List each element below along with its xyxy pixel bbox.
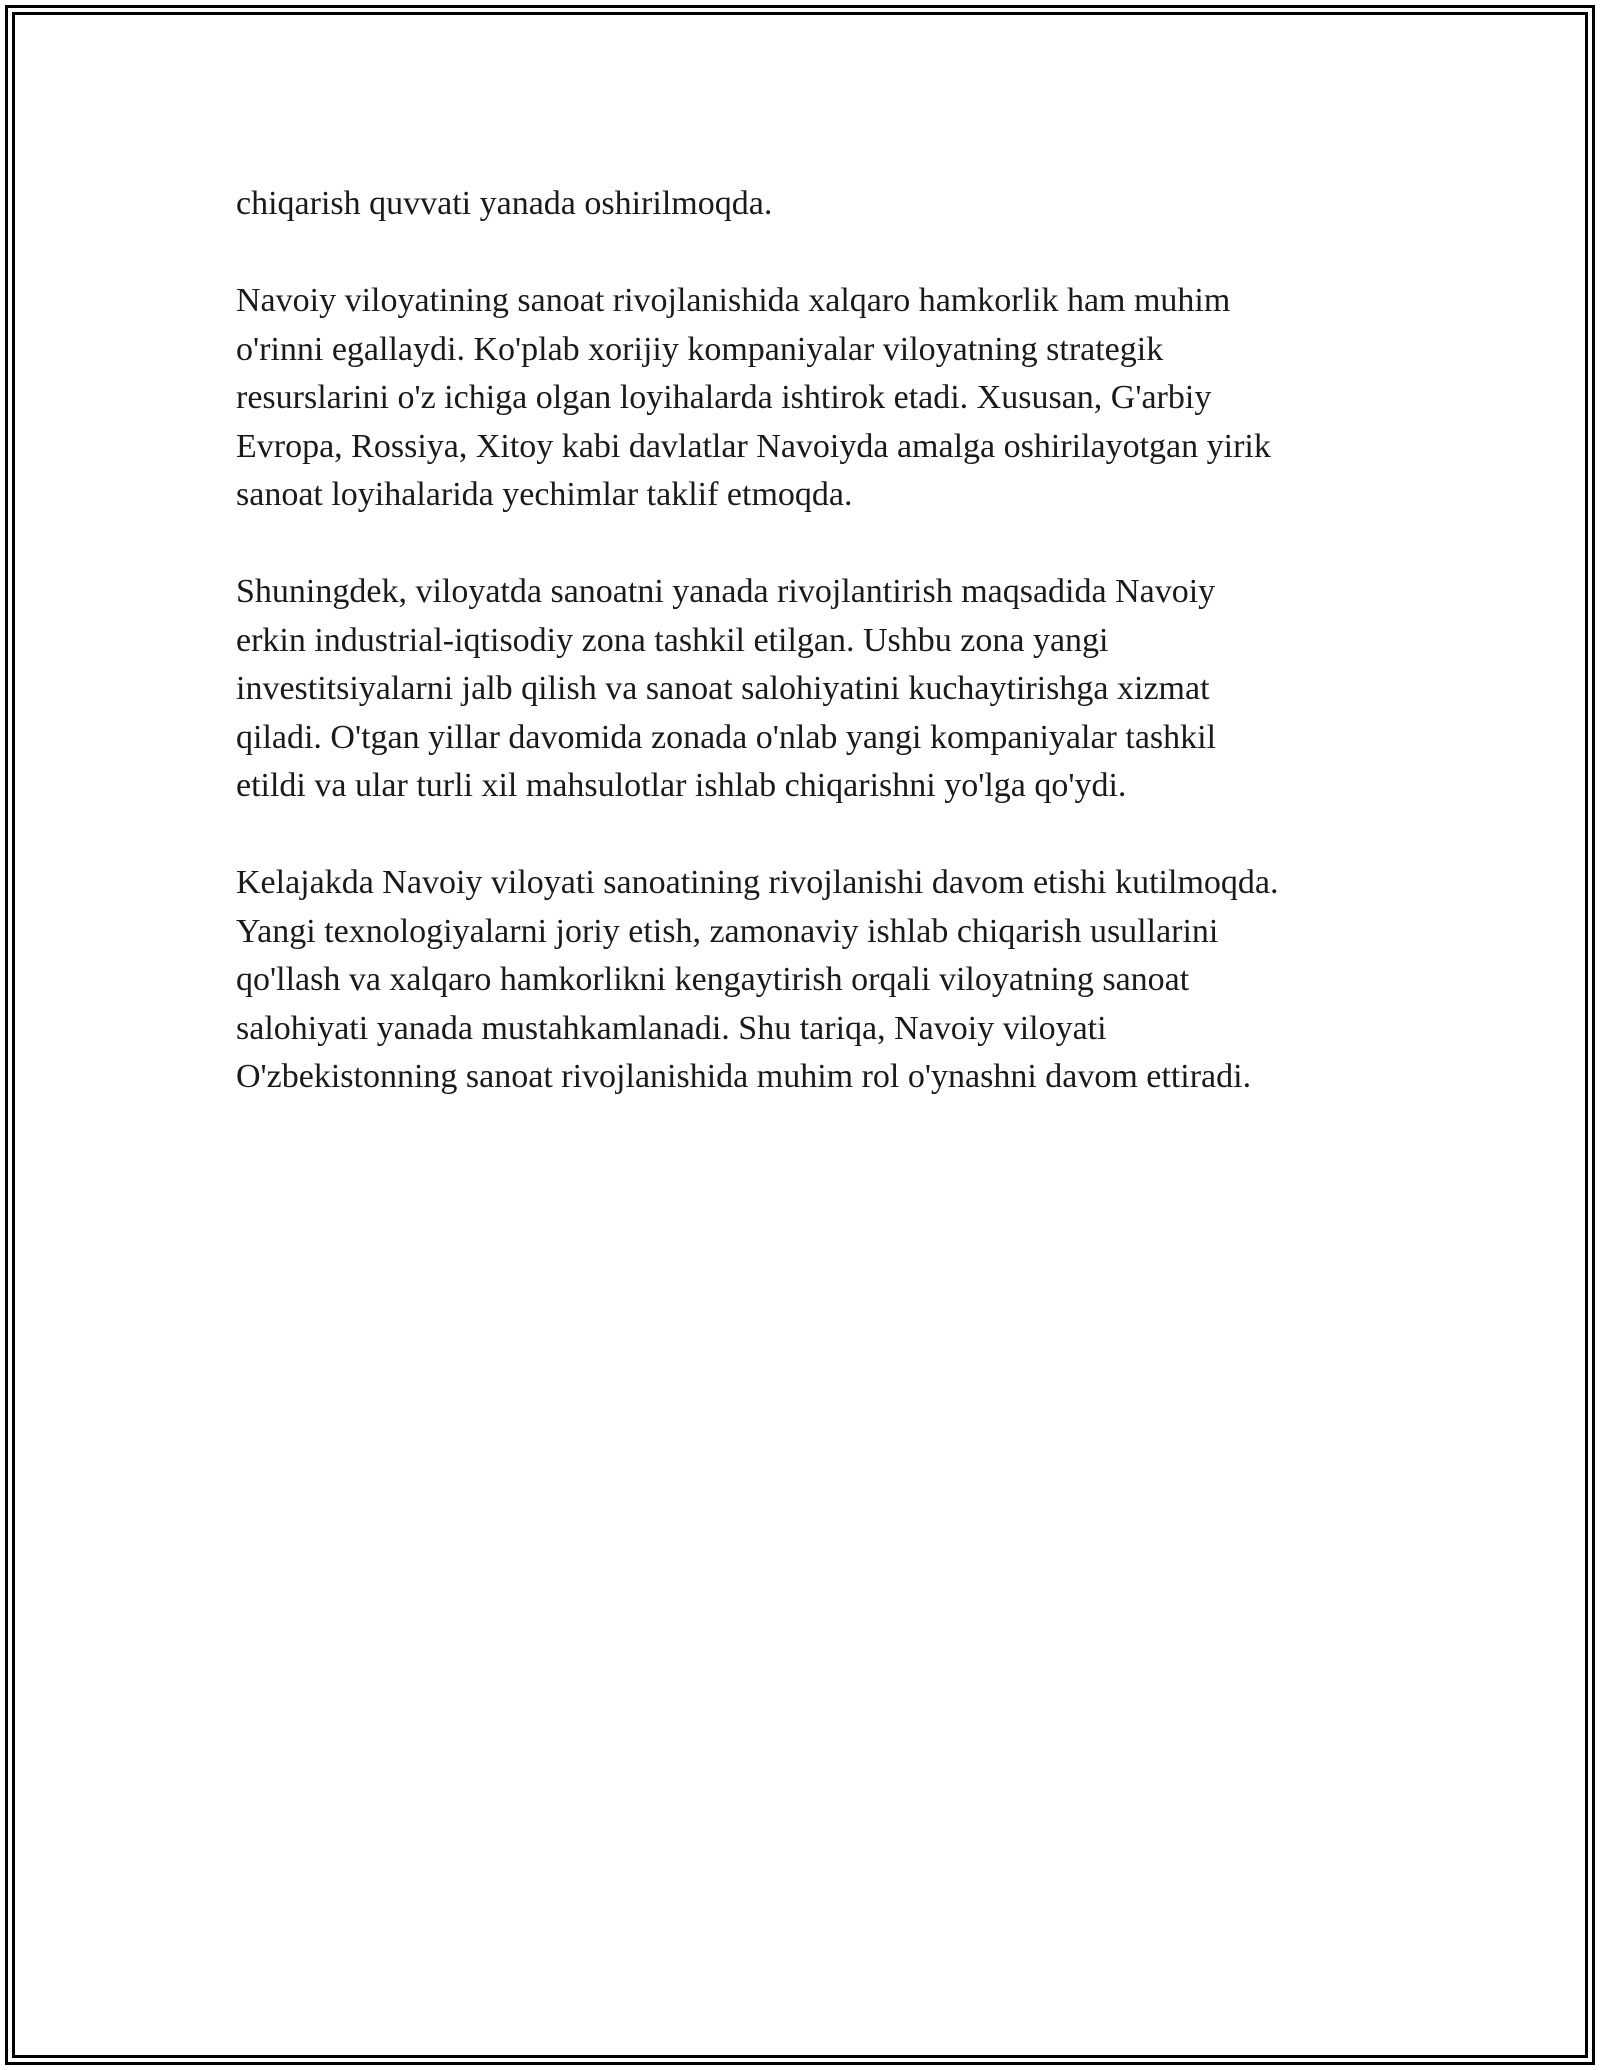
text-line: Evropa, Rossiya, Xitoy kabi davlatlar Navoiyda amalga oshirilayotgan yirik: [236, 427, 1271, 465]
text-line: O'zbekistonning sanoat rivojlanishida muhim rol o'ynashni davom ettiradi.: [236, 1058, 1252, 1095]
text-line: Kelajakda Navoiy viloyati sanoatining rivojlanishi davom etishi kutilmoqda.: [236, 864, 1279, 901]
text-line: qo'llash va xalqaro hamkorlikni kengaytirish orqali viloyatning sanoat: [236, 961, 1190, 998]
text-line: resurslarini o'z ichiga olgan loyihalarda ishtirok etadi. Xususan, G'arbiy: [236, 379, 1212, 416]
text-line: Shuningdek, viloyatda sanoatni yanada rivojlantirish maqsadida Navoiy: [236, 573, 1216, 610]
paragraph-1: [236, 180, 1396, 229]
text-line: o'rinni egallaydi. Ko'plab xorijiy kompaniyalar viloyatning strategik: [236, 330, 1164, 368]
text-line: salohiyati yanada mustahkamlanadi. Shu tariqa, Navoiy viloyati: [236, 1009, 1107, 1047]
paragraph-2: [236, 277, 1396, 520]
paragraph-3: [236, 568, 1396, 811]
text-line: erkin industrial-iqtisodiy zona tashkil etilgan. Ushbu zona yangi: [236, 621, 1109, 659]
paragraph-4: [236, 859, 1396, 1102]
document-body: [236, 180, 1396, 1150]
text-line: Navoiy viloyatining sanoat rivojlanishida xalqaro hamkorlik ham muhim: [236, 282, 1231, 319]
text-line: etildi va ular turli xil mahsulotlar ishlab chiqarishni yo'lga qo'ydi.: [236, 767, 1127, 804]
text-line: investitsiyalarni jalb qilish va sanoat salohiyatini kuchaytirishga xizmat: [236, 670, 1210, 707]
text-line: sanoat loyihalarida yechimlar taklif etmoqda.: [236, 476, 853, 513]
text-line: qiladi. O'tgan yillar davomida zonada o'nlab yangi kompaniyalar tashkil: [236, 718, 1217, 756]
text-line: Yangi texnologiyalarni joriy etish, zamonaviy ishlab chiqarish usullarini: [236, 912, 1219, 950]
text-line: chiqarish quvvati yanada oshirilmoqda.: [236, 185, 773, 222]
